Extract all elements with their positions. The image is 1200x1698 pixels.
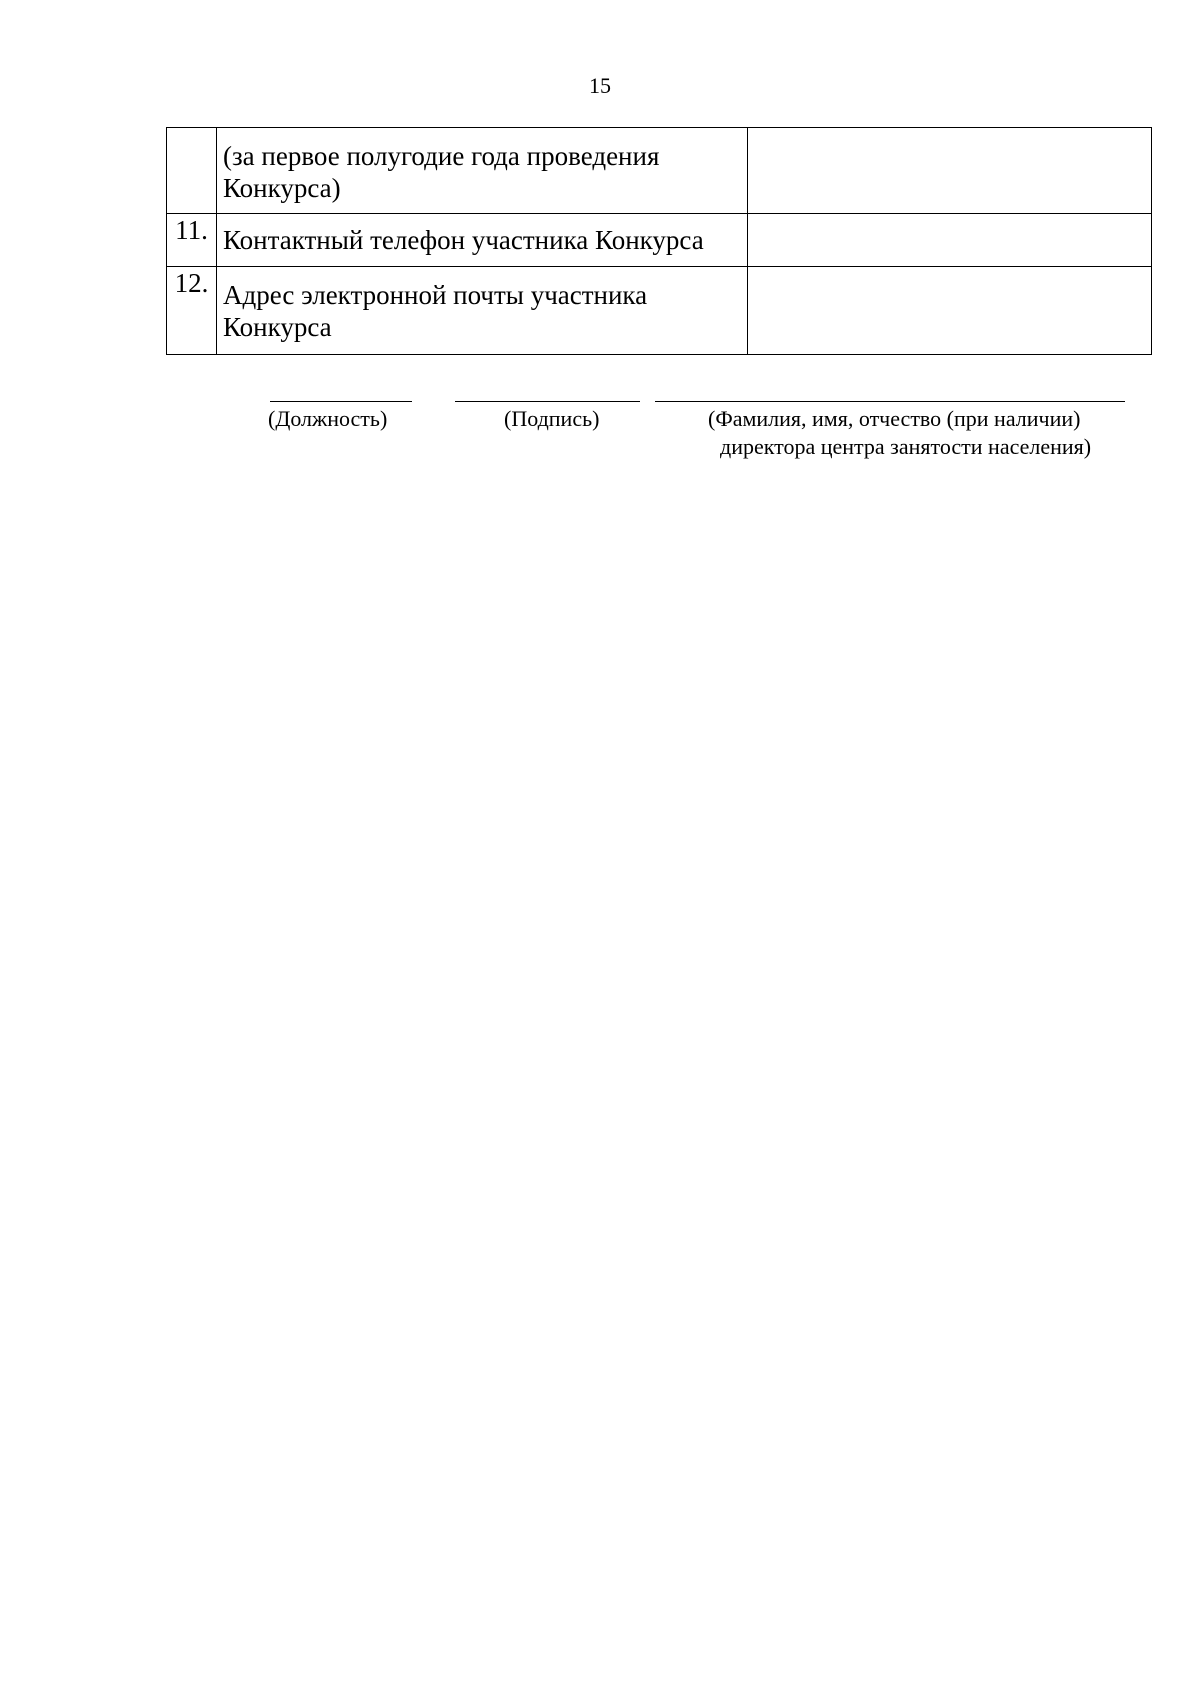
row-number <box>167 128 217 214</box>
row-number: 11. <box>167 214 217 267</box>
name-caption-line1: (Фамилия, имя, отчество (при наличии) <box>708 406 1081 431</box>
row-label: Контактный телефон участника Конкурса <box>217 214 748 267</box>
position-caption: (Должность) <box>268 406 388 431</box>
position-signature-line <box>270 401 412 402</box>
table-row <box>167 214 1152 267</box>
row-value-field[interactable] <box>748 128 1152 214</box>
row-label: Адрес электронной почты участника Конкурса <box>217 267 748 355</box>
row-label: (за первое полугодие года проведения Конкурса) <box>217 128 748 214</box>
table-row <box>167 267 1152 355</box>
application-form-table <box>166 127 1152 355</box>
name-signature-line <box>655 401 1125 402</box>
row-value-field[interactable] <box>748 214 1152 267</box>
name-caption-line2: директора центра занятости населения) <box>720 434 1092 459</box>
row-value-field[interactable] <box>748 267 1152 355</box>
signature-line <box>455 401 640 402</box>
page-number: 15 <box>589 73 611 98</box>
signature-caption: (Подпись) <box>504 406 600 431</box>
row-number: 12. <box>167 267 217 355</box>
table-row <box>167 128 1152 214</box>
